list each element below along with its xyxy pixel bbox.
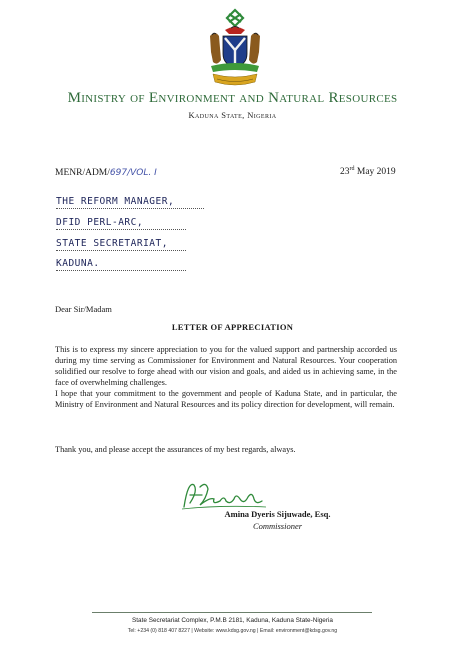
signatory-name: Amina Dyeris Sijuwade, Esq. xyxy=(224,509,331,519)
coat-of-arms-icon xyxy=(207,8,263,88)
reference-number xyxy=(55,168,157,178)
date-rest: May 2019 xyxy=(354,167,396,178)
address-line-1: THE REFORM MANAGER, xyxy=(56,196,204,209)
paragraph-3: Thank you, and please accept the assurances of my best regards, always. xyxy=(55,445,296,454)
handwritten-signature-icon xyxy=(180,477,270,513)
letter-heading: LETTER OF APPRECIATION xyxy=(171,322,294,332)
address-line-4: KADUNA. xyxy=(56,258,186,271)
address-line-3: STATE SECRETARIAT, xyxy=(56,238,186,251)
signatory-title: Commissioner xyxy=(252,521,303,531)
date-suffix: rd xyxy=(349,166,355,172)
ministry-name: Ministry of Environment and Natural Resources xyxy=(67,90,398,106)
address-line-2: DFID PERL-ARC, xyxy=(56,217,186,230)
paragraph-1: This is to express my sincere appreciation to you for the valued support and partnership accorded us during my time serving as Commissioner for Environment and Natural Resources. Your cooperation solidified our resolve to forge ahead with our vision and goals, and aided us in achieving same, in the face of overwhelming challenges. xyxy=(55,345,397,387)
paragraph-2: I hope that your commitment to the government and people of Kaduna State, and in particular, the Ministry of Environment and Natural Resources and its policy direction for development, will remain. xyxy=(55,389,397,409)
salutation: Dear Sir/Madam xyxy=(55,304,112,314)
footer-address: State Secretariat Complex, P.M.B 2181, Kaduna, Kaduna State-Nigeria xyxy=(132,617,333,624)
reference-prefix: MENR/ADM/ xyxy=(55,168,110,178)
footer-contact: Tel: +234 (0) 818 407 8227 | Website: www.kdsg.gov.ng | Email: environment@kdsg.gov.ng xyxy=(127,628,338,634)
letter-date xyxy=(340,166,396,177)
footer-divider xyxy=(92,612,372,613)
state-name: Kaduna State, Nigeria xyxy=(188,110,277,120)
date-day: 23 xyxy=(340,167,350,178)
reference-handwritten: 697/VOL. I xyxy=(109,168,157,178)
